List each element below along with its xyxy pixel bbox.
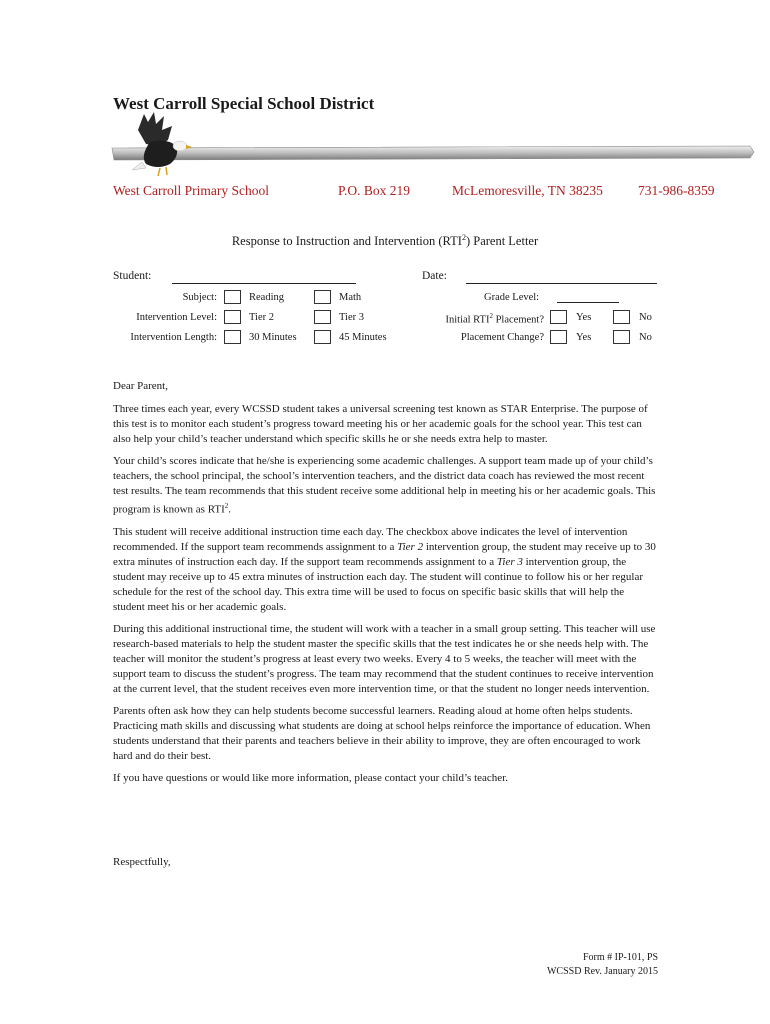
tier3-label: Tier 3: [339, 312, 364, 323]
document-title: Response to Instruction and Intervention (RTI$^2$) Parent Letter: [231, 233, 539, 249]
placement-change-yes-label: Yes: [576, 332, 592, 343]
placement-change-no-checkbox[interactable]: [613, 330, 630, 344]
po-box: P.O. Box 219: [338, 183, 411, 198]
reading-checkbox[interactable]: [224, 290, 241, 304]
revision: WCSSD Rev. January 2015: [546, 966, 658, 977]
initial-placement-no-label: No: [639, 312, 652, 323]
initial-placement-no-checkbox[interactable]: [613, 310, 630, 324]
letter-body: [113, 379, 658, 793]
30-minutes-checkbox[interactable]: [224, 330, 241, 344]
placement-change-yes-checkbox[interactable]: [550, 330, 567, 344]
eagle-banner: [110, 112, 755, 182]
initial-placement-label: Initial RTI$^2$ Placement?: [445, 312, 544, 326]
intervention-level-label: Intervention Level:: [136, 312, 217, 323]
placement-change-no-label: No: [639, 332, 652, 343]
closing: Respectfully,: [113, 856, 171, 868]
initial-placement-yes-label: Yes: [576, 312, 592, 323]
30-minutes-label: 30 Minutes: [249, 332, 297, 343]
intervention-length-label: Intervention Length:: [130, 332, 217, 343]
subject-label: Subject:: [182, 292, 217, 303]
grade-level-label: Grade Level:: [484, 292, 540, 303]
paragraph-5: Parents often ask how they can help students become successful learners. Reading aloud at home often helps students. Practicing math skills and discussing what students are doing at school helps reinforce the importance of education. When students understand that their parents and teachers believe in their ability to improve, they are often encouraged to work hard and do their best.: [113, 704, 651, 762]
tier2-label: Tier 2: [249, 312, 274, 323]
city-address: McLemoresville, TN 38235: [452, 183, 603, 198]
math-checkbox[interactable]: [314, 290, 331, 304]
paragraph-6: If you have questions or would like more information, please contact your child’s teacher.: [113, 771, 508, 784]
date-field[interactable]: [466, 283, 657, 284]
reading-label: Reading: [249, 292, 284, 303]
tier2-checkbox[interactable]: [224, 310, 241, 324]
paragraph-2: Your child’s scores indicate that he/she is experiencing some academic challenges. A support team made up of your child’s teachers, the school principal, the school’s intervention teachers, and the district data coach has reviewed the most recent test results. The team recommends that this student receive some additional help in meeting his or her academic goals. This program is known as RTI$^2$.: [113, 455, 656, 516]
form-number: Form # IP-101, PS: [582, 952, 658, 963]
initial-placement-yes-checkbox[interactable]: [550, 310, 567, 324]
greeting: Dear Parent,: [113, 380, 168, 392]
45-minutes-checkbox[interactable]: [314, 330, 331, 344]
grade-level-field[interactable]: [557, 302, 619, 303]
paragraph-4: During this additional instructional time, the student will work with a teacher in a small group setting. This teacher will use research-based materials to help the student master the specific skills that the test indicates he or she needs help with. The teacher will monitor the student’s progress at least every two weeks. Every 4 to 5 weeks, the teacher will meet with the support team to discuss the student’s progress. The team may recommend that the student continues to receive intervention at the current level, that the student receives even more intervention time, or that the student no longer needs intervention.: [113, 622, 656, 695]
phone-number: 731-986-8359: [638, 183, 715, 198]
student-name-field[interactable]: [172, 283, 356, 284]
placement-change-label: Placement Change?: [460, 332, 544, 343]
student-label: Student:: [113, 270, 152, 282]
math-label: Math: [339, 292, 362, 303]
school-name: West Carroll Primary School: [113, 183, 270, 198]
eagle-icon: [132, 112, 192, 176]
paragraph-3: This student will receive additional instruction time each day. The checkbox above indicates the level of intervention recommended. If the support team recommends assignment to a Tier 2 intervention group, the student may receive up to 30 extra minutes of instruction each day. If the support team recommends assignment to a Tier 3 intervention group, the student may receive up to 45 extra minutes of instruction each day. The student will continue to follow his or her regular schedule for the rest of the school day. This extra time will be used to focus on specific basic skills that will help the student meet his or her academic goals.: [113, 525, 656, 613]
tier3-checkbox[interactable]: [314, 310, 331, 324]
district-name: West Carroll Special School District: [113, 94, 375, 113]
date-label: Date:: [422, 270, 447, 282]
45-minutes-label: 45 Minutes: [339, 332, 387, 343]
paragraph-1: Three times each year, every WCSSD student takes a universal screening test known as STAR Enterprise. The purpose of this test is to monitor each student’s progress toward meeting his or her academic goals for the school year. This test can also help your child’s teacher understand which specific skills he or she needs extra help to master.: [113, 403, 648, 445]
